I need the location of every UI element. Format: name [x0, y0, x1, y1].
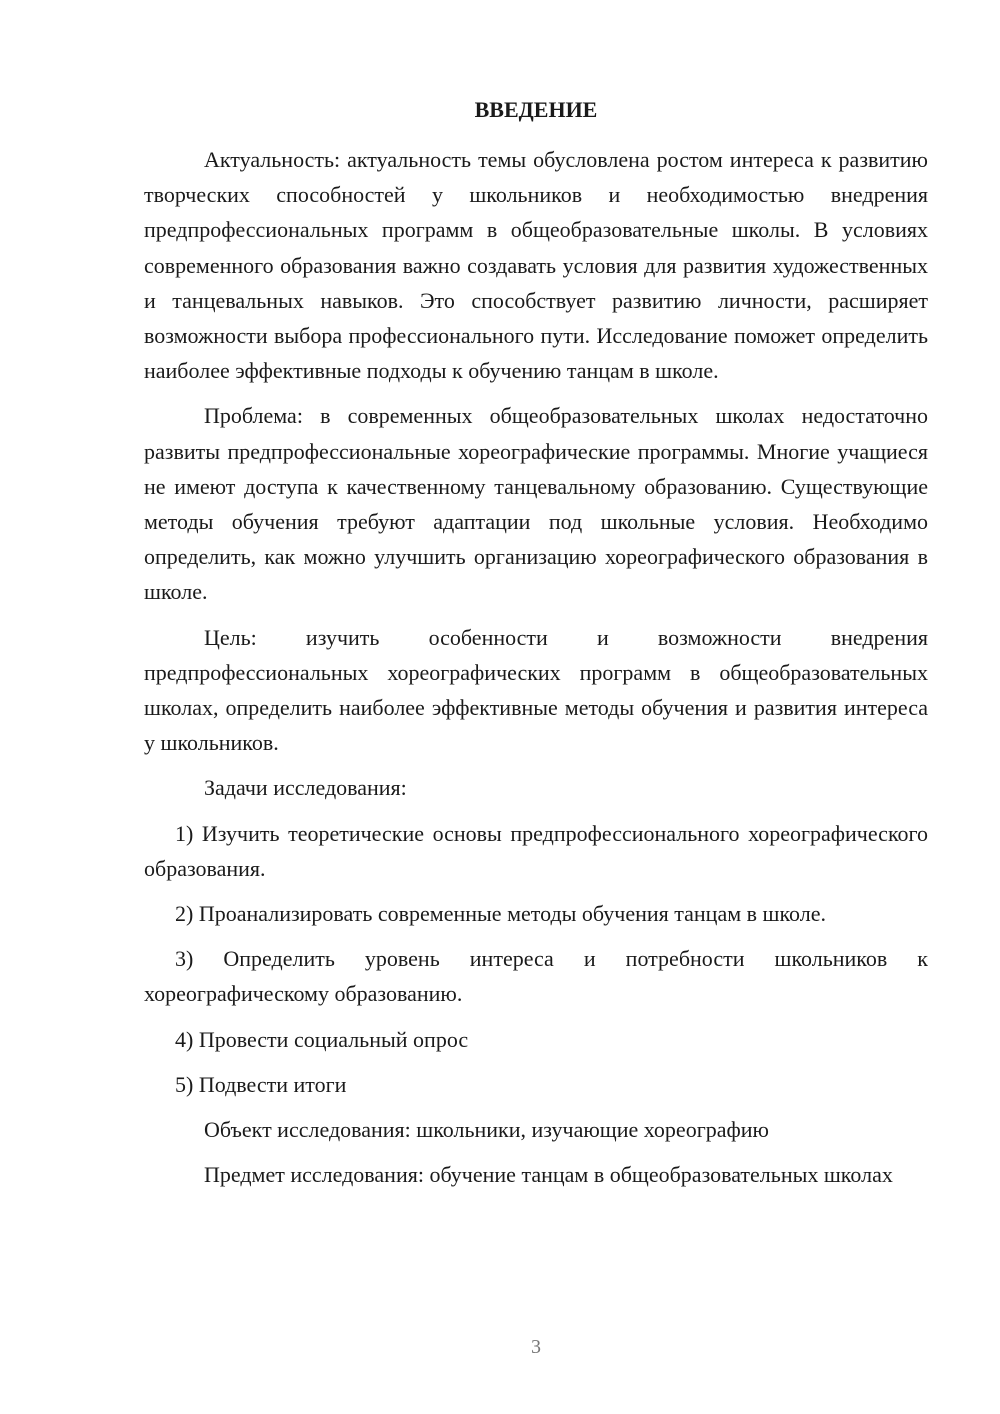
- body-text: [144, 142, 928, 1202]
- paragraph-goal: Цель: изучить особенности и возможности внедрения предпрофессиональных хореографических программ в общеобразовательных школах, определить наиболее эффективные методы обучения и развития интереса у школьников.: [144, 624, 928, 756]
- paragraph-subject: Предмет исследования: обучение танцам в общеобразовательных школах: [204, 1162, 893, 1188]
- paragraph-tasks-heading: Задачи исследования:: [204, 775, 407, 801]
- task-item-2: 2) Проанализировать современные методы обучения танцам в школе.: [175, 901, 826, 927]
- paragraph-relevance: Актуальность: актуальность темы обусловлена ростом интереса к развитию творческих способностей у школьников и необходимостью внедрения предпрофессиональных программ в общеобразовательные школы. В условиях современного образования важно создавать условия для развития художественных и танцевальных навыков. Это способствует развитию личности, расширяет возможности выбора профессионального пути. Исследование поможет определить наиболее эффективные подходы к обучению танцам в школе.: [144, 147, 928, 384]
- task-item-3: 3) Определить уровень интереса и потребности школьников к хореографическому образованию.: [144, 946, 928, 1007]
- task-item-4: 4) Провести социальный опрос: [175, 1026, 469, 1052]
- task-item-5: 5) Подвести итоги: [175, 1071, 347, 1097]
- paragraph-problem: Проблема: в современных общеобразовательных школах недостаточно развиты предпрофессиональные хореографические программы. Многие учащиеся не имеют доступа к качественному танцевальному образованию. Существующие методы обучения требуют адаптации под школьные условия. Необходимо определить, как можно улучшить организацию хореографического образования в школе.: [144, 403, 928, 605]
- page-number: 3: [531, 1336, 541, 1358]
- section-heading: ВВЕДЕНИЕ: [474, 97, 598, 122]
- task-item-1: 1) Изучить теоретические основы предпрофессионального хореографического образования.: [144, 820, 928, 881]
- paragraph-object: Объект исследования: школьники, изучающие хореографию: [204, 1117, 769, 1143]
